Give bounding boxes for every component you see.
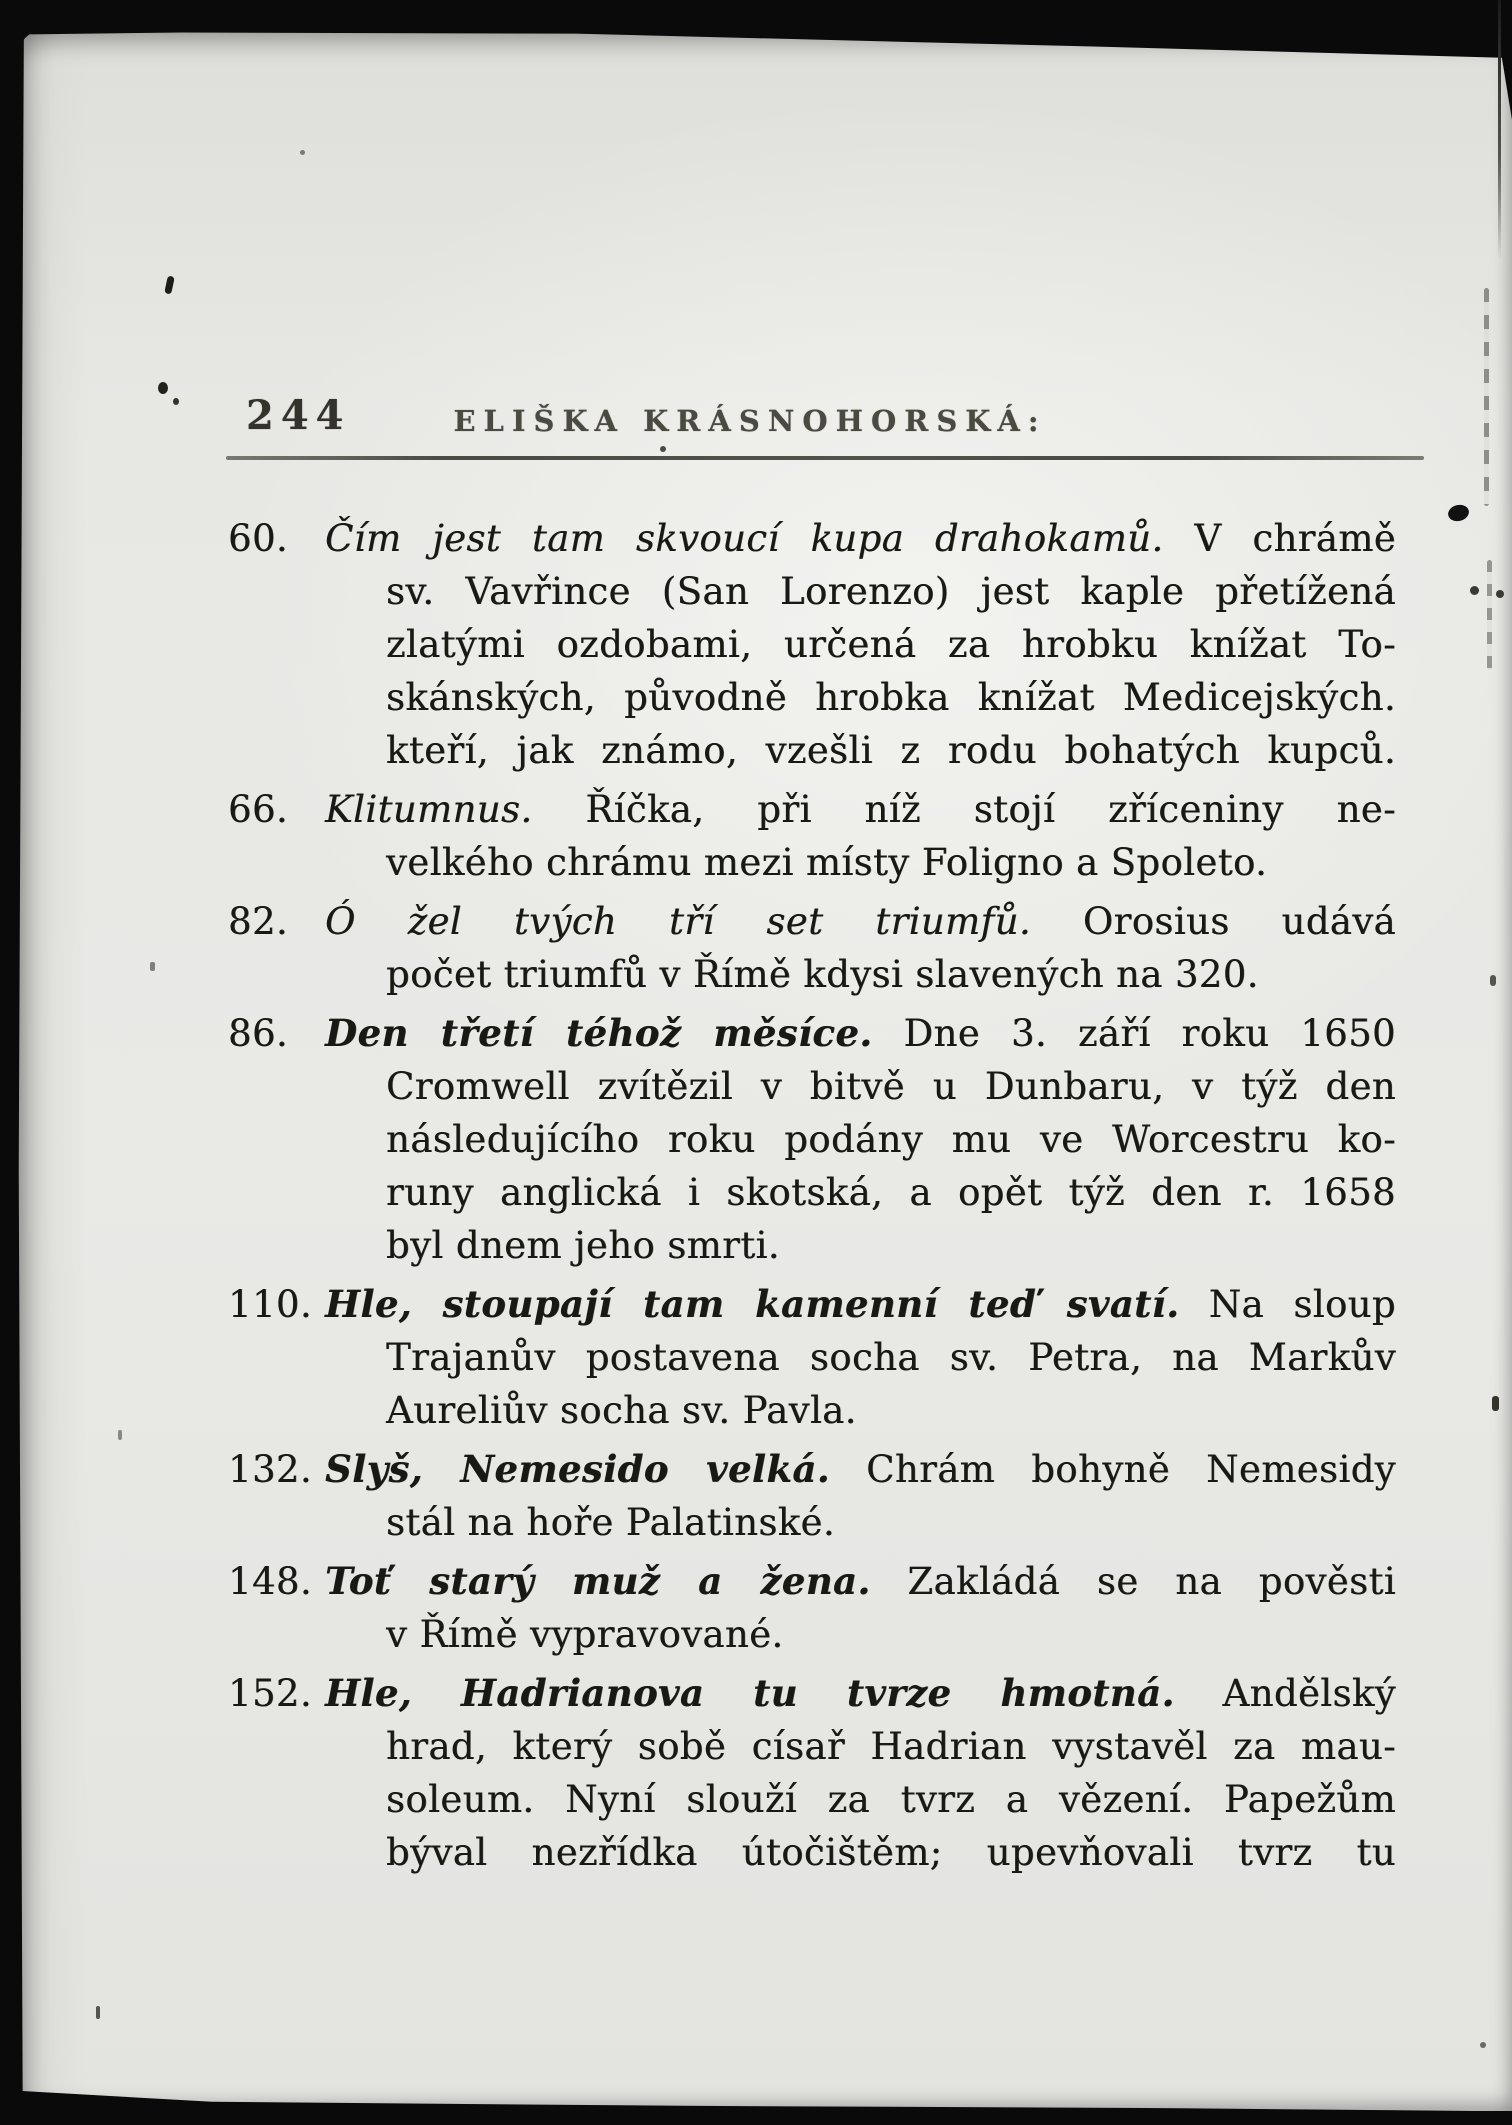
- ink-speck: [300, 150, 305, 155]
- ink-speck: [660, 446, 666, 452]
- entry-line: [228, 1496, 1396, 1549]
- text-segment: Orosius udává: [1031, 900, 1397, 943]
- entry-number: 86.: [228, 1012, 289, 1055]
- text-segment: Klitumnus.: [325, 788, 533, 831]
- entry-first-line: [228, 1555, 1396, 1608]
- text-segment: kteří, jak známo, vzešli z rodu bohatých kupců.: [386, 729, 1396, 772]
- text-segment: Toť starý muž a žena.: [325, 1559, 871, 1603]
- entry-first-line: [228, 1278, 1396, 1331]
- entry-line: [228, 1219, 1396, 1272]
- text-segment: hrad, který sobě císař Hadrian vystavěl za mau-: [386, 1725, 1396, 1768]
- text-segment: Den třetí téhož měsíce.: [325, 1011, 873, 1055]
- entry-number: 82.: [228, 900, 289, 943]
- text-segment: Andělský: [1174, 1672, 1396, 1715]
- entry-132: [228, 1443, 1396, 1549]
- entry-line: [228, 1166, 1396, 1219]
- entry-line: [228, 1060, 1396, 1113]
- entry-line: [228, 671, 1396, 724]
- entry-line: [228, 1331, 1396, 1384]
- text-segment: Hle, Hadrianova tu tvrze hmotná.: [325, 1671, 1175, 1715]
- entry-60: [228, 512, 1396, 777]
- text-segment: Zakládá se na pověsti: [870, 1560, 1396, 1603]
- entry-line: [228, 836, 1396, 889]
- entry-number: 66.: [228, 788, 289, 831]
- text-segment: Dne 3. září roku 1650: [872, 1012, 1396, 1055]
- entry-line: [228, 1113, 1396, 1166]
- entry-number: 60.: [228, 517, 289, 560]
- ink-speck: [1496, 590, 1504, 598]
- entry-line: [228, 618, 1396, 671]
- entries: [228, 512, 1396, 1879]
- text-segment: Čím jest tam skvoucí kupa drahokamů.: [325, 517, 1164, 560]
- text-segment: skánských, původně hrobka knížat Medicejských.: [386, 676, 1396, 719]
- running-title: ELIŠKA KRÁSNOHORSKÁ:: [453, 404, 1047, 438]
- ink-speck: [1492, 1396, 1499, 1411]
- entry-66: [228, 783, 1396, 889]
- text-segment: býval nezřídka útočištěm; upevňovali tvrz tu: [386, 1831, 1396, 1874]
- text-segment: Hle, stoupají tam kamenní teď svatí.: [325, 1282, 1180, 1326]
- text-segment: Slyš, Nemesido velká.: [325, 1447, 831, 1491]
- entry-line: [228, 1720, 1396, 1773]
- text-segment: Ó žel tvých tří set triumfů.: [325, 900, 1032, 943]
- entry-86: [228, 1007, 1396, 1272]
- ink-speck: [158, 382, 168, 394]
- entry-110: [228, 1278, 1396, 1437]
- ink-speck: [96, 2006, 100, 2019]
- page-number: 244: [246, 392, 351, 439]
- page-paper: [18, 30, 1512, 2111]
- text-segment: počet triumfů v Římě kdysi slavených na 320.: [386, 953, 1259, 996]
- entry-line: [228, 1773, 1396, 1826]
- ink-streak: [1487, 560, 1492, 670]
- entry-first-line: [228, 895, 1396, 948]
- ink-streak: [1484, 288, 1489, 506]
- entry-first-line: [228, 1667, 1396, 1720]
- entry-line: [228, 948, 1396, 1001]
- ink-speck: [1470, 586, 1479, 595]
- entry-number: 110.: [228, 1283, 312, 1326]
- text-segment: Cromwell zvítězil v bitvě u Dunbaru, v týž den: [386, 1065, 1396, 1108]
- text-segment: sv. Vavřince (San Lorenzo) jest kaple přetížená: [386, 570, 1396, 613]
- entry-first-line: [228, 1007, 1396, 1060]
- entry-line: [228, 1826, 1396, 1879]
- entry-82: [228, 895, 1396, 1001]
- entry-line: [228, 1384, 1396, 1437]
- ink-speck: [1480, 2042, 1486, 2048]
- text-segment: následujícího roku podány mu ve Worcestru ko-: [386, 1118, 1396, 1161]
- text-segment: Chrám bohyně Nemesidy: [830, 1448, 1396, 1491]
- text-segment: soleum. Nyní slouží za tvrz a vězení. Papežům: [386, 1778, 1396, 1821]
- text-segment: v Římě vypravované.: [386, 1613, 784, 1656]
- entry-number: 148.: [228, 1560, 312, 1603]
- entry-number: 152.: [228, 1672, 312, 1715]
- entry-line: [228, 724, 1396, 777]
- text-segment: runy anglická i skotská, a opět týž den r. 1658: [386, 1171, 1396, 1214]
- entry-first-line: [228, 783, 1396, 836]
- ink-speck: [1490, 975, 1496, 986]
- scan-edge-line: [1498, 0, 1501, 260]
- ink-speck: [118, 1430, 122, 1440]
- text-segment: velkého chrámu mezi místy Foligno a Spoleto.: [386, 841, 1268, 884]
- entry-line: [228, 565, 1396, 618]
- entry-148: [228, 1555, 1396, 1661]
- entry-number: 132.: [228, 1448, 312, 1491]
- text-segment: stál na hoře Palatinské.: [386, 1501, 835, 1544]
- text-segment: Trajanův postavena socha sv. Petra, na Markův: [386, 1336, 1396, 1379]
- text-segment: zlatými ozdobami, určená za hrobku knížat To-: [386, 623, 1396, 666]
- entry-line: [228, 1608, 1396, 1661]
- text-segment: byl dnem jeho smrti.: [386, 1224, 780, 1267]
- ink-speck: [173, 398, 179, 405]
- header-rule: [226, 456, 1424, 460]
- text-segment: Říčka, při níž stojí zříceniny ne-: [532, 788, 1396, 831]
- ink-speck: [150, 962, 155, 971]
- entry-first-line: [228, 512, 1396, 565]
- text-segment: Aureliův socha sv. Pavla.: [386, 1389, 857, 1432]
- text-segment: Na sloup: [1179, 1283, 1396, 1326]
- text-segment: V chrámě: [1163, 517, 1396, 560]
- entry-152: [228, 1667, 1396, 1879]
- entry-first-line: [228, 1443, 1396, 1496]
